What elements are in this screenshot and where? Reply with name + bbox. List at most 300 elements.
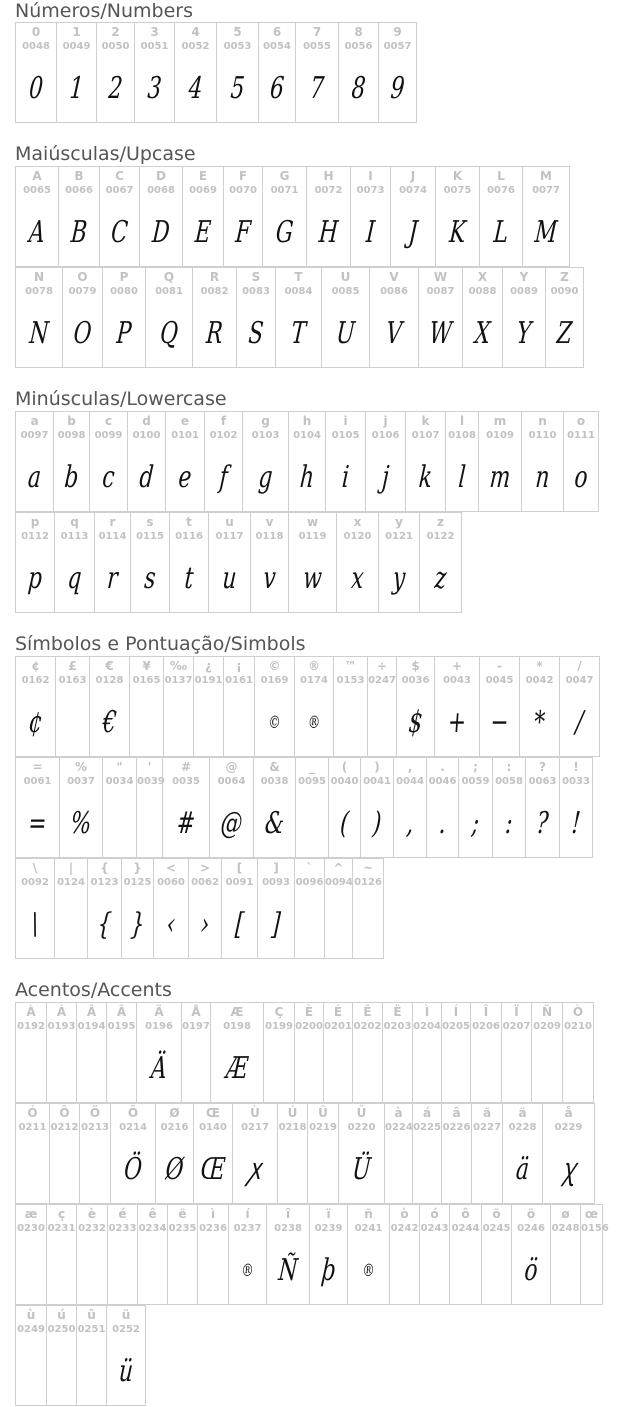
cell-code-label: 0037	[67, 776, 95, 787]
glyph-cell	[385, 1103, 413, 1204]
cell-character-label: k	[421, 414, 430, 428]
cell-character-label: 7	[312, 25, 322, 39]
glyph-cell	[100, 166, 140, 267]
glyph-sample: )	[371, 806, 383, 841]
glyph-sample: g	[257, 460, 274, 495]
glyph-sample: c	[101, 460, 116, 495]
cell-character-label: Ó	[27, 1106, 38, 1120]
glyph-cell	[532, 1002, 563, 1103]
glyph-cell	[233, 1103, 278, 1204]
cell-character-label: }	[133, 861, 142, 875]
glyph-cell	[163, 757, 210, 858]
cell-character-label: ø	[561, 1207, 570, 1221]
glyph-cell	[420, 1204, 450, 1305]
cell-code-label: 0102	[209, 430, 238, 441]
cell-code-label: 0034	[105, 776, 134, 787]
glyph-cell	[107, 1305, 146, 1406]
glyph-cell	[503, 1103, 543, 1204]
glyph-sample: X	[473, 316, 492, 351]
cell-code-label: 0205	[442, 1021, 470, 1032]
cell-character-label: Î	[483, 1005, 489, 1019]
cell-character-label: |	[68, 861, 74, 875]
cell-code-label: 0079	[68, 286, 97, 297]
cell-code-label: 0063	[528, 776, 557, 787]
glyph-cell	[255, 656, 295, 757]
cell-character-label: ©	[268, 659, 281, 673]
glyph-cell	[55, 858, 88, 959]
cell-code-label: 0060	[157, 877, 185, 888]
cell-code-label: 0204	[413, 1021, 441, 1032]
cell-code-label: 0153	[336, 675, 365, 686]
glyph-sample: −	[489, 705, 510, 740]
cell-code-label: 0040	[330, 776, 359, 787]
glyph-sample: ®	[240, 1261, 255, 1281]
glyph-cell	[560, 656, 600, 757]
cell-character-label: ¿	[205, 659, 212, 673]
cell-character-label: Q	[163, 270, 175, 284]
cell-character-label: Ñ	[541, 1005, 553, 1019]
glyph-cell	[295, 656, 334, 757]
glyph-cell	[55, 512, 95, 613]
glyph-cell	[353, 1002, 383, 1103]
glyph-cell	[348, 1204, 390, 1305]
cell-character-label: `	[306, 861, 313, 875]
cell-character-label: Ù	[250, 1106, 260, 1120]
glyph-cell	[503, 267, 546, 368]
glyph-cell	[442, 1002, 471, 1103]
cell-character-label: ;	[473, 760, 478, 774]
glyph-sample: w	[301, 561, 324, 596]
cell-character-label: m	[493, 414, 507, 428]
cell-character-label: "	[116, 760, 123, 774]
glyph-row	[15, 656, 600, 757]
cell-code-label: 0165	[132, 675, 161, 686]
cell-code-label: 0041	[363, 776, 391, 787]
glyph-cell	[471, 1002, 502, 1103]
cell-character-label: é	[118, 1207, 127, 1221]
cell-code-label: 0228	[508, 1122, 537, 1133]
cell-code-label: 0049	[62, 41, 91, 52]
glyph-cell	[564, 411, 599, 512]
cell-code-label: 0126	[354, 877, 382, 888]
cell-character-label: :	[506, 760, 512, 774]
cell-code-label: 0116	[175, 531, 203, 542]
glyph-sample: 5	[229, 71, 246, 106]
cell-code-label: 0105	[331, 430, 360, 441]
glyph-cell	[47, 1002, 77, 1103]
glyph-cell	[267, 1204, 310, 1305]
cell-character-label: ô	[461, 1207, 470, 1221]
glyph-sample: þ	[320, 1253, 337, 1288]
glyph-cell	[54, 411, 90, 512]
glyph-sample: *	[532, 705, 547, 740]
cell-code-label: 0091	[225, 877, 254, 888]
glyph-sample: a	[26, 460, 43, 495]
cell-code-label: 0250	[47, 1324, 76, 1335]
glyph-sample: f	[218, 460, 229, 495]
cell-code-label: 0096	[295, 877, 324, 888]
cell-code-label: 0107	[411, 430, 440, 441]
section-title: Maiúsculas/Upcase	[15, 143, 196, 165]
cell-code-label: 0212	[50, 1122, 79, 1133]
glyph-sample: /	[574, 705, 585, 740]
glyph-sample: ꭓ	[561, 1152, 576, 1187]
cell-code-label: 0043	[443, 675, 471, 686]
glyph-cell	[229, 1204, 267, 1305]
glyph-cell	[88, 858, 122, 959]
cell-code-label: 0070	[229, 185, 257, 196]
cell-character-label: Õ	[89, 1106, 101, 1120]
cell-code-label: 0100	[132, 430, 161, 441]
glyph-cell	[47, 1305, 77, 1406]
cell-character-label: ‰	[169, 659, 188, 673]
cell-character-label: á	[422, 1106, 432, 1120]
cell-character-label: d	[142, 414, 151, 428]
glyph-cell	[16, 858, 55, 959]
cell-character-label: ™	[344, 659, 357, 673]
cell-code-label: 0161	[225, 675, 253, 686]
glyph-cell	[16, 1305, 47, 1406]
glyph-cell	[170, 512, 209, 613]
glyph-sample: T	[290, 316, 308, 351]
cell-character-label: V	[389, 270, 399, 284]
cell-code-label: 0193	[47, 1021, 76, 1032]
cell-code-label: 0121	[385, 531, 413, 542]
glyph-sample: b	[63, 460, 80, 495]
glyph-sample: 0	[27, 71, 45, 106]
cell-character-label: ë	[178, 1207, 187, 1221]
cell-code-label: 0210	[564, 1021, 592, 1032]
cell-code-label: 0162	[21, 675, 50, 686]
cell-character-label: €	[105, 659, 114, 673]
glyph-cell	[77, 1305, 107, 1406]
cell-character-label: Û	[318, 1106, 328, 1120]
cell-code-label: 0235	[168, 1223, 197, 1234]
cell-code-label: 0056	[344, 41, 373, 52]
cell-code-label: 0038	[260, 776, 289, 787]
cell-character-label: Á	[56, 1005, 67, 1019]
cell-code-label: 0203	[383, 1021, 412, 1032]
cell-code-label: 0122	[426, 531, 455, 542]
cell-code-label: 0207	[502, 1021, 531, 1032]
glyph-sample: 7	[308, 71, 326, 106]
glyph-cell	[479, 411, 522, 512]
cell-character-label: â	[452, 1106, 461, 1120]
cell-character-label: Ã	[116, 1005, 127, 1019]
cell-code-label: 0080	[110, 286, 138, 297]
glyph-sample: 2	[107, 71, 124, 106]
cell-code-label: 0069	[189, 185, 217, 196]
cell-code-label: 0067	[105, 185, 134, 196]
glyph-cell	[337, 512, 379, 613]
glyph-sample: .	[437, 806, 448, 841]
glyph-sample: ö	[523, 1253, 539, 1288]
cell-code-label: 0093	[262, 877, 290, 888]
cell-character-label: À	[26, 1005, 36, 1019]
glyph-sample: A	[27, 215, 47, 250]
cell-character-label: G	[279, 169, 290, 183]
glyph-cell	[166, 411, 205, 512]
cell-character-label: Ò	[572, 1005, 584, 1019]
cell-code-label: 0083	[242, 286, 270, 297]
cell-code-label: 0065	[23, 185, 51, 196]
cell-code-label: 0244	[451, 1223, 480, 1234]
cell-character-label: L	[497, 169, 505, 183]
glyph-cell	[137, 1002, 182, 1103]
glyph-cell	[289, 512, 337, 613]
cell-code-label: 0084	[284, 286, 313, 297]
cell-code-label: 0068	[147, 185, 175, 196]
glyph-sample: 6	[268, 71, 286, 106]
glyph-cell	[90, 411, 128, 512]
glyph-cell	[480, 166, 523, 267]
glyph-sample: Ü	[351, 1152, 372, 1187]
cell-character-label: Y	[519, 270, 529, 284]
glyph-cell	[563, 1002, 594, 1103]
glyph-sample: Œ	[199, 1152, 227, 1187]
cell-code-label: 0200	[295, 1021, 323, 1032]
cell-code-label: 0115	[136, 531, 164, 542]
glyph-cell	[523, 166, 570, 267]
glyph-sample: R	[205, 316, 224, 351]
cell-character-label: q	[70, 515, 79, 529]
cell-character-label: ®	[308, 659, 320, 673]
cell-character-label: Â	[86, 1005, 97, 1019]
cell-code-label: 0140	[199, 1122, 227, 1133]
cell-character-label: X	[477, 270, 488, 284]
glyph-cell	[560, 757, 593, 858]
cell-character-label: ÷	[376, 659, 388, 673]
cell-character-label: Í	[453, 1005, 459, 1019]
glyph-sample: J	[407, 215, 419, 250]
cell-character-label: P	[119, 270, 129, 284]
glyph-cell	[16, 22, 57, 123]
glyph-cell	[366, 411, 406, 512]
cell-character-label: D	[156, 169, 166, 183]
cell-code-label: 0072	[314, 185, 343, 196]
cell-character-label: &	[269, 760, 280, 774]
cell-code-label: 0048	[22, 41, 50, 52]
cell-code-label: 0066	[65, 185, 93, 196]
glyph-cell	[103, 757, 137, 858]
cell-character-label: !	[573, 760, 579, 774]
glyph-row	[15, 512, 462, 613]
cell-code-label: 0216	[160, 1122, 189, 1133]
cell-character-label: Ú	[287, 1106, 298, 1120]
cell-code-label: 0209	[533, 1021, 561, 1032]
cell-code-label: 0233	[108, 1223, 137, 1234]
cell-character-label: 1	[72, 25, 81, 39]
section-title: Símbolos e Pontuação/Simbols	[15, 633, 306, 655]
cell-code-label: 0113	[60, 531, 89, 542]
cell-character-label: Ì	[424, 1005, 430, 1019]
glyph-sample: (	[338, 806, 351, 841]
cell-code-label: 0090	[550, 286, 579, 297]
cell-code-label: 0231	[47, 1223, 76, 1234]
cell-character-label: ¢	[31, 659, 40, 673]
glyph-cell	[193, 267, 237, 368]
glyph-cell	[95, 512, 131, 613]
cell-code-label: 0099	[94, 430, 123, 441]
glyph-cell	[194, 1103, 233, 1204]
cell-character-label: ~	[362, 861, 374, 875]
cell-code-label: 0243	[420, 1223, 449, 1234]
glyph-sample: C	[109, 215, 130, 250]
cell-character-label: õ	[492, 1207, 501, 1221]
cell-code-label: 0197	[182, 1021, 210, 1032]
cell-character-label: R	[209, 270, 220, 284]
glyph-cell	[97, 22, 135, 123]
glyph-cell	[480, 656, 520, 757]
glyph-cell	[131, 512, 170, 613]
cell-code-label: 0050	[101, 41, 130, 52]
cell-code-label: 0118	[255, 531, 284, 542]
cell-character-label: .	[440, 760, 445, 774]
glyph-sample: =	[27, 806, 48, 841]
glyph-sample: E	[193, 215, 213, 250]
glyph-sample: :	[504, 806, 514, 841]
glyph-sample: n	[534, 460, 551, 495]
glyph-cell	[16, 411, 54, 512]
glyph-sample: !	[570, 806, 582, 841]
glyph-cell	[264, 1002, 295, 1103]
glyph-sample: U	[335, 316, 356, 351]
glyph-cell	[258, 858, 295, 959]
glyph-cell	[383, 1002, 413, 1103]
cell-character-label: (	[341, 760, 348, 774]
glyph-cell	[520, 656, 560, 757]
cell-character-label: _	[309, 760, 315, 774]
cell-character-label: C	[115, 169, 124, 183]
glyph-cell	[482, 1204, 512, 1305]
cell-character-label: T	[294, 270, 303, 284]
glyph-row	[15, 757, 593, 858]
glyph-sample: ?	[535, 806, 550, 841]
cell-code-label: 0156	[581, 1223, 609, 1234]
cell-code-label: 0047	[565, 675, 594, 686]
cell-character-label: y	[395, 515, 403, 529]
cell-code-label: 0074	[399, 185, 427, 196]
glyph-sample: y	[391, 561, 407, 596]
cell-character-label: È	[304, 1005, 314, 1019]
glyph-cell	[135, 22, 175, 123]
cell-code-label: 0059	[461, 776, 490, 787]
glyph-cell	[63, 267, 103, 368]
glyph-cell	[472, 1103, 503, 1204]
cell-code-label: 0098	[57, 430, 86, 441]
glyph-cell	[289, 411, 326, 512]
glyph-sample: Q	[158, 316, 180, 351]
cell-code-label: 0238	[274, 1223, 302, 1234]
cell-character-label: ö	[526, 1207, 536, 1221]
cell-character-label: @	[225, 760, 238, 774]
cell-code-label: 0251	[77, 1324, 106, 1335]
cell-code-label: 0174	[300, 675, 328, 686]
glyph-sample: +	[446, 705, 468, 740]
glyph-cell	[546, 267, 584, 368]
cell-code-label: 0199	[265, 1021, 293, 1032]
cell-code-label: 0218	[278, 1122, 307, 1133]
cell-character-label: Ä	[154, 1005, 164, 1019]
glyph-cell	[324, 1002, 353, 1103]
section-title: Minúsculas/Lowercase	[15, 388, 227, 410]
cell-character-label: [	[236, 861, 243, 875]
glyph-sample: S	[247, 316, 265, 351]
cell-code-label: 0211	[18, 1122, 47, 1133]
cell-character-label: t	[186, 515, 192, 529]
cell-character-label: j	[383, 414, 388, 428]
cell-code-label: 0097	[20, 430, 49, 441]
glyph-sample: x	[350, 561, 365, 596]
glyph-cell	[435, 656, 480, 757]
cell-code-label: 0124	[57, 877, 85, 888]
cell-code-label: 0033	[562, 776, 590, 787]
glyph-cell	[243, 411, 289, 512]
glyph-cell	[47, 1204, 77, 1305]
glyph-cell	[224, 656, 255, 757]
cell-character-label: s	[146, 515, 154, 529]
cell-character-label: i	[343, 414, 348, 428]
cell-code-label: 0075	[443, 185, 472, 196]
cell-character-label: +	[451, 659, 463, 673]
cell-character-label: %	[74, 760, 88, 774]
cell-character-label: 9	[393, 25, 402, 39]
cell-character-label: Ë	[393, 1005, 402, 1019]
glyph-sample: 9	[389, 71, 406, 106]
glyph-sample: ]	[270, 907, 282, 942]
glyph-sample: Æ	[224, 1051, 250, 1086]
cell-code-label: 0046	[428, 776, 457, 787]
cell-code-label: 0169	[260, 675, 289, 686]
glyph-sample: %	[69, 806, 93, 841]
glyph-cell	[351, 166, 391, 267]
cell-character-label: *	[536, 659, 543, 673]
glyph-cell	[217, 22, 259, 123]
glyph-sample: H	[317, 215, 340, 250]
cell-code-label: 0106	[371, 430, 400, 441]
glyph-cell	[543, 1103, 595, 1204]
glyph-sample: r	[106, 561, 120, 596]
glyph-cell	[210, 757, 254, 858]
cell-code-label: 0119	[298, 531, 327, 542]
glyph-cell	[307, 166, 351, 267]
cell-character-label: n	[538, 414, 547, 428]
cell-character-label: F	[238, 169, 248, 183]
cell-code-label: 0088	[468, 286, 497, 297]
cell-character-label: w	[306, 515, 319, 529]
cell-code-label: 0252	[112, 1324, 140, 1335]
cell-character-label: 8	[354, 25, 363, 39]
glyph-sample: 1	[68, 71, 85, 106]
glyph-sample: Ñ	[277, 1253, 299, 1288]
cell-character-label: Ø	[169, 1106, 180, 1120]
cell-character-label: -	[497, 659, 502, 673]
cell-character-label: )	[374, 760, 380, 774]
glyph-cell	[140, 166, 183, 267]
cell-character-label: 6	[272, 25, 282, 39]
cell-character-label: Ô	[59, 1106, 70, 1120]
cell-code-label: 0192	[17, 1021, 45, 1032]
cell-code-label: 0227	[473, 1122, 501, 1133]
cell-character-label: ã	[482, 1106, 492, 1120]
glyph-cell	[146, 267, 193, 368]
glyph-cell	[463, 267, 503, 368]
cell-code-label: 0128	[95, 675, 124, 686]
glyph-sample: ;	[470, 806, 481, 841]
glyph-cell	[446, 411, 479, 512]
cell-character-label: B	[74, 169, 84, 183]
glyph-cell	[56, 656, 90, 757]
